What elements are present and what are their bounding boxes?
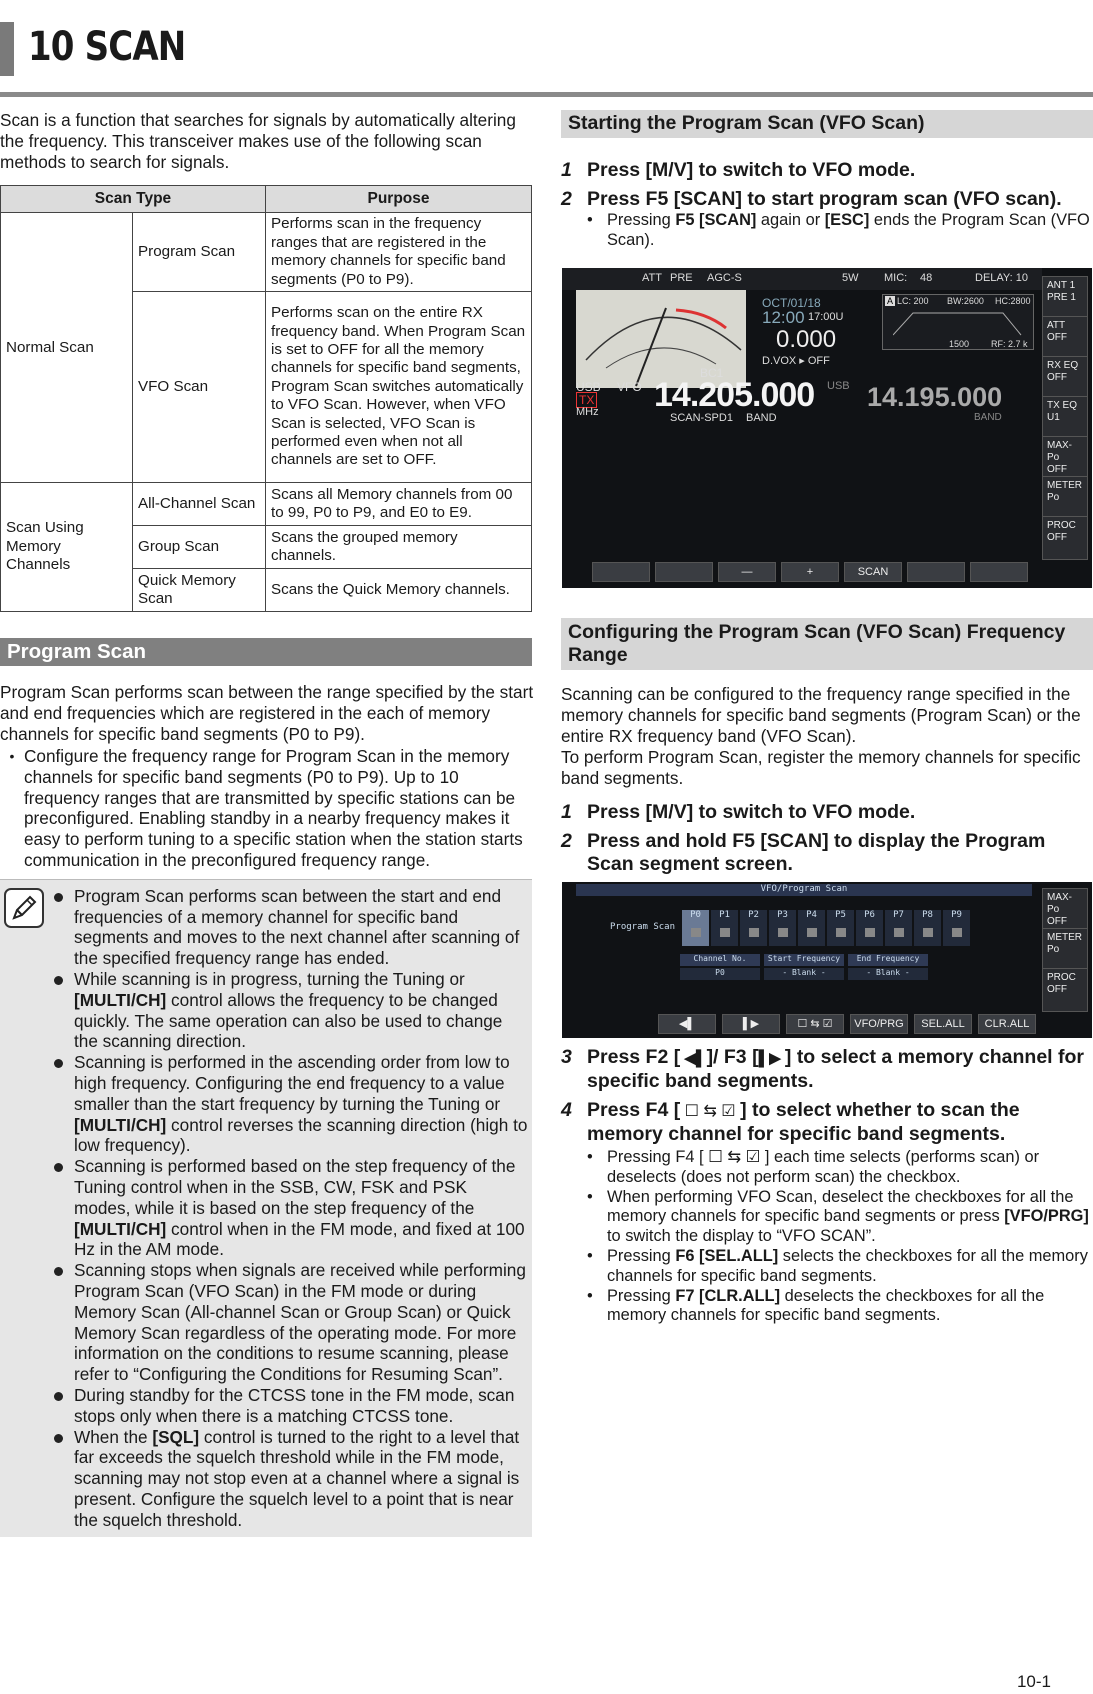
note-item — [52, 1385, 528, 1427]
step-text: Press F5 [SCAN] to start program scan (VFO scan). — [587, 188, 1062, 210]
program-scan-heading: Program Scan — [0, 638, 532, 666]
segment-channel: P3 — [769, 910, 796, 946]
cell-normal-scan: Normal Scan — [1, 213, 133, 483]
s2-col-head: End Frequency — [848, 954, 928, 966]
segment-channel: P4 — [798, 910, 825, 946]
bullet-mark: • — [9, 748, 15, 765]
screen-spd: SCAN-SPD1 — [670, 412, 733, 424]
screen-function-key: SCAN — [844, 562, 902, 582]
screen-soft-key: RX EQ OFF — [1042, 356, 1088, 400]
note-bullet — [52, 886, 74, 969]
note-list — [52, 886, 528, 1531]
channel-checkbox — [836, 928, 846, 937]
note-item — [52, 1260, 528, 1385]
note-text: While scanning is in progress, turning the Tuning or [MULTI/CH] control allows the frequency to be changed quickly. The same operation can also be used to change the scanning direction. — [74, 969, 503, 1052]
channel-checkbox — [691, 928, 701, 937]
screen-soft-key: MAX-Po OFF — [1042, 888, 1088, 932]
config-step-2: 2 Press and hold F5 [SCAN] to display the Program Scan segment screen. — [561, 830, 1046, 875]
note-item — [52, 1156, 528, 1260]
note-text: Program Scan performs scan between the start and end frequencies of a memory channel for specific band segments and moves to the next channel after scanning of the specified frequency range has ended. — [74, 885, 520, 969]
channel-checkbox — [894, 928, 904, 937]
note-bullet — [52, 1052, 74, 1156]
screen-soft-key: ATT OFF — [1042, 316, 1088, 360]
filter-display: A LC: 200 BW:2600 HC:2800 1500 RF: 2.7 k — [882, 294, 1034, 350]
screen-mhz: MHz — [576, 406, 599, 418]
note-bullet — [52, 1260, 74, 1385]
chapter-header — [0, 22, 1093, 100]
th-scan-type: Scan Type — [1, 186, 266, 213]
segment-channel: P1 — [711, 910, 738, 946]
screen-soft-key: METER Po — [1042, 928, 1088, 972]
config-body-1: Scanning can be configured to the frequency range specified in the memory channels for specific band segments (Program Scan) or the entire RX frequency band (VFO Scan). — [561, 684, 1081, 746]
screen-function-key — [592, 562, 650, 582]
screen-function-key: ◀▌ — [658, 1014, 716, 1034]
cell-program-purpose: Performs scan in the frequency ranges that are registered in the memory channels for specific band segments (P0 to P9). — [266, 213, 532, 292]
cell-all-ch-purpose: Scans all Memory channels from 00 to 99, P0 to P9, and E0 to E9. — [266, 483, 532, 526]
program-scan-body: Program Scan performs scan between the range specified by the start and end frequencies which are registered in the each of memory channels for specific band segments (P0 to P9). — [0, 682, 534, 745]
screen-soft-key: METER Po — [1042, 476, 1088, 520]
screen-function-key — [655, 562, 713, 582]
note-item — [52, 886, 528, 969]
note-text: Scanning stops when signals are received while performing Program Scan (VFO Scan) in the FM mode or during Memory Scan (All-channel Scan or Group Scan) or Quick Memory Scan regardless of the operating mode. For more information on the conditions to resume scanning, please refer to “Configuring the Conditions for Resuming Scan”. — [74, 1260, 526, 1385]
note-bullet — [52, 1427, 74, 1531]
segment-channel: P9 — [943, 910, 970, 946]
note-bullet — [52, 969, 74, 1052]
start-step-2 — [561, 188, 1093, 211]
config-sub-3: • Pressing F6 [SEL.ALL] selects the checkboxes for all the memory channels for specific band segments. — [587, 1246, 1088, 1285]
channel-checkbox — [778, 928, 788, 937]
screen-band: BAND — [746, 412, 777, 424]
screen-soft-key: ANT 1 PRE 1 — [1042, 276, 1088, 320]
config-sub-4: • Pressing F7 [CLR.ALL] deselects the checkboxes for all the memory channels for specific band segments. — [587, 1286, 1045, 1325]
cell-group-purpose: Scans the grouped memory channels. — [266, 526, 532, 569]
config-steps-cont — [561, 1046, 1093, 1326]
cell-vfo-scan: VFO Scan — [133, 292, 266, 483]
pencil-icon — [4, 888, 44, 928]
cell-vfo-purpose: Performs scan on the entire RX frequency band. When Program Scan is set to OFF for all the memory channels for specific band segments, Program Scan switches automatically to VFO Scan. However, when VFO Scan is selected, VFO Scan is performed even when not all channels are set to OFF. — [266, 292, 532, 483]
scan-type-table — [0, 185, 532, 612]
start-step-1 — [561, 159, 1093, 182]
channel-checkbox — [749, 928, 759, 937]
note-text: When the [SQL] control is turned to the right to a level that far exceeds the squelch threshold while in the FM mode, scanning may not stop even at a channel where a signal is present. Configure the squelch level to a point that is near the squelch threshold. — [74, 1426, 520, 1530]
segment-channel: P7 — [885, 910, 912, 946]
segment-channel: P5 — [827, 910, 854, 946]
screen-tx: TX — [576, 392, 597, 408]
config-heading: Configuring the Program Scan (VFO Scan) Frequency Range — [561, 618, 1093, 670]
s2-col-head: Channel No. — [680, 954, 760, 966]
header-rule — [0, 92, 1093, 97]
note-bullet — [52, 1385, 74, 1427]
screen-band2: BAND — [974, 412, 1002, 423]
note-text: Scanning is performed in the ascending order from low to high frequency. Configuring the end frequency to a value smaller than the start frequency by turning the Tuning or [MULTI/CH] control reverses the scanning direction (high to low frequency). — [74, 1052, 528, 1156]
config-step-4: 4 Press F4 [ ☐ ⇆ ☑ ] to select whether to scan the memory channel for specific band segments. — [561, 1099, 1020, 1145]
th-purpose: Purpose — [266, 186, 532, 213]
screen-bc: BC1 — [700, 366, 724, 380]
left-column — [0, 110, 534, 1537]
screen-function-key: VFO/PRG — [850, 1014, 908, 1034]
header-bar — [0, 22, 14, 76]
cell-memory-scan: Scan Using Memory Channels — [1, 483, 133, 612]
segment-channel: P2 — [740, 910, 767, 946]
cell-quick-purpose: Scans the Quick Memory channels. — [266, 569, 532, 612]
segment-channel: P8 — [914, 910, 941, 946]
note-bullet — [52, 1156, 74, 1260]
screen-soft-key: TX EQ U1 — [1042, 396, 1088, 440]
segment-channel: P0 — [682, 910, 709, 946]
sub-text: Pressing F5 [SCAN] again or [ESC] ends the Program Scan (VFO Scan). — [607, 211, 1090, 249]
checkbox-toggle-icon: ☐ ⇆ ☑ — [680, 1103, 741, 1120]
sub-bullet: • — [587, 211, 593, 229]
config-body-2: To perform Program Scan, register the memory channels for specific band segments. — [561, 747, 1081, 788]
screen-function-key — [907, 562, 965, 582]
note-item — [52, 1052, 528, 1156]
screen-function-key: SEL.ALL — [914, 1014, 972, 1034]
screen-vfo: VFO — [617, 380, 642, 394]
screen-function-key: — — [718, 562, 776, 582]
s2-col-head: Start Frequency — [764, 954, 844, 966]
screen-function-key: CLR.ALL — [978, 1014, 1036, 1034]
screen-mode: USB — [576, 380, 601, 394]
step-text: Press [M/V] to switch to VFO mode. — [587, 159, 916, 181]
next-icon: ▌▶ — [758, 1050, 785, 1067]
config-step-1: 1 Press [M/V] to switch to VFO mode. — [561, 801, 916, 823]
s2-col-val: - Blank - — [848, 968, 928, 980]
bullet-text: Configure the frequency range for Program Scan in the memory channels for specific band segments (P0 to P9). Up to 10 frequency ranges that are transmitted by specific stations can be preconfigured. Enabling standby in a nearby frequency makes it easy to perform tuning to a specific station when the station starts communication in the preconfigured frequency range. — [24, 746, 523, 871]
s2-title: VFO/Program Scan — [576, 884, 1032, 896]
channel-checkbox — [923, 928, 933, 937]
screen-soft-key: MAX-Po OFF — [1042, 436, 1088, 480]
channel-checkbox — [865, 928, 875, 937]
screen-soft-key: PROC OFF — [1042, 968, 1088, 1012]
screen-date: OCT/01/18 — [762, 296, 821, 310]
screen-function-key — [970, 562, 1028, 582]
freq-b: 14.195.000 — [867, 382, 1003, 412]
screen-usb2: USB — [827, 380, 850, 392]
note-text: Scanning is performed based on the step frequency of the Tuning control when in the SSB, CW, FSK and PSK modes, while it is based on the step frequency of the [MULTI/CH] control when in the FM mode, and fixed at 100 Hz in the AM mode. — [74, 1156, 525, 1260]
page-number: 10-1 — [1016, 1672, 1051, 1691]
screen-value: 0.000 — [776, 326, 837, 353]
screen-top-bar: ATT PRE AGC-S 5W MIC: 48 DELAY: 10 — [562, 268, 1042, 290]
page-title: 10 SCAN — [28, 24, 186, 70]
step-number: 2 — [561, 188, 572, 210]
s2-col-val: - Blank - — [764, 968, 844, 980]
freq-a: 14.205.000 — [654, 376, 815, 414]
channel-checkbox — [807, 928, 817, 937]
config-section — [561, 618, 1093, 876]
channel-checkbox — [720, 928, 730, 937]
cell-group: Group Scan — [133, 526, 266, 569]
program-scan-screenshot — [562, 882, 1092, 1038]
step-number: 1 — [561, 159, 572, 181]
cell-program-scan: Program Scan — [133, 213, 266, 292]
config-step-3: 3 Press F2 [ ◀▌]/ F3 [▌▶ ] to select a memory channel for specific band segments. — [561, 1046, 1084, 1092]
right-column — [561, 110, 1093, 251]
note-item — [52, 1427, 528, 1531]
start-heading: Starting the Program Scan (VFO Scan) — [561, 110, 1093, 138]
note-text: During standby for the CTCSS tone in the FM mode, scan stops only when there is a matching CTCSS tone. — [74, 1384, 515, 1426]
screen-soft-key: PROC OFF — [1042, 516, 1088, 560]
screen-function-key: + — [781, 562, 839, 582]
prev-icon: ◀▌ — [680, 1050, 707, 1067]
program-scan-bullet — [0, 746, 534, 871]
start-sub-1 — [561, 211, 1093, 251]
checkbox-toggle-icon: ☐ ⇆ ☑ — [703, 1148, 765, 1166]
note-item — [52, 969, 528, 1052]
channel-checkbox — [952, 928, 962, 937]
config-sub-2: • When performing VFO Scan, deselect the checkboxes for all the memory channels for specific band segments or press [VFO/PRG] to switch the display to “VFO SCAN”. — [587, 1187, 1089, 1246]
intro-text: Scan is a function that searches for signals by automatically altering the frequency. This transceiver makes use of the following scan methods to search for signals. — [0, 110, 516, 172]
s2-col-val: P0 — [680, 968, 760, 980]
vfo-scan-screenshot — [562, 268, 1092, 588]
cell-all-ch: All-Channel Scan — [133, 483, 266, 526]
s2-label: Program Scan — [610, 922, 676, 932]
cell-quick: Quick Memory Scan — [133, 569, 266, 612]
config-sub-1: • Pressing F4 [ ☐ ⇆ ☑ ] each time selects (performs scan) or deselects (does not perform scan) the checkbox. — [587, 1148, 1040, 1186]
note-box — [0, 879, 532, 1537]
screen-time: 12:00 — [762, 308, 805, 327]
screen-time2: 17:00U — [808, 311, 844, 323]
screen-dvox: D.VOX ▸ OFF — [762, 355, 830, 367]
screen-function-key: ▌▶ — [722, 1014, 780, 1034]
segment-channel: P6 — [856, 910, 883, 946]
screen-function-key: ☐ ⇆ ☑ — [786, 1014, 844, 1034]
